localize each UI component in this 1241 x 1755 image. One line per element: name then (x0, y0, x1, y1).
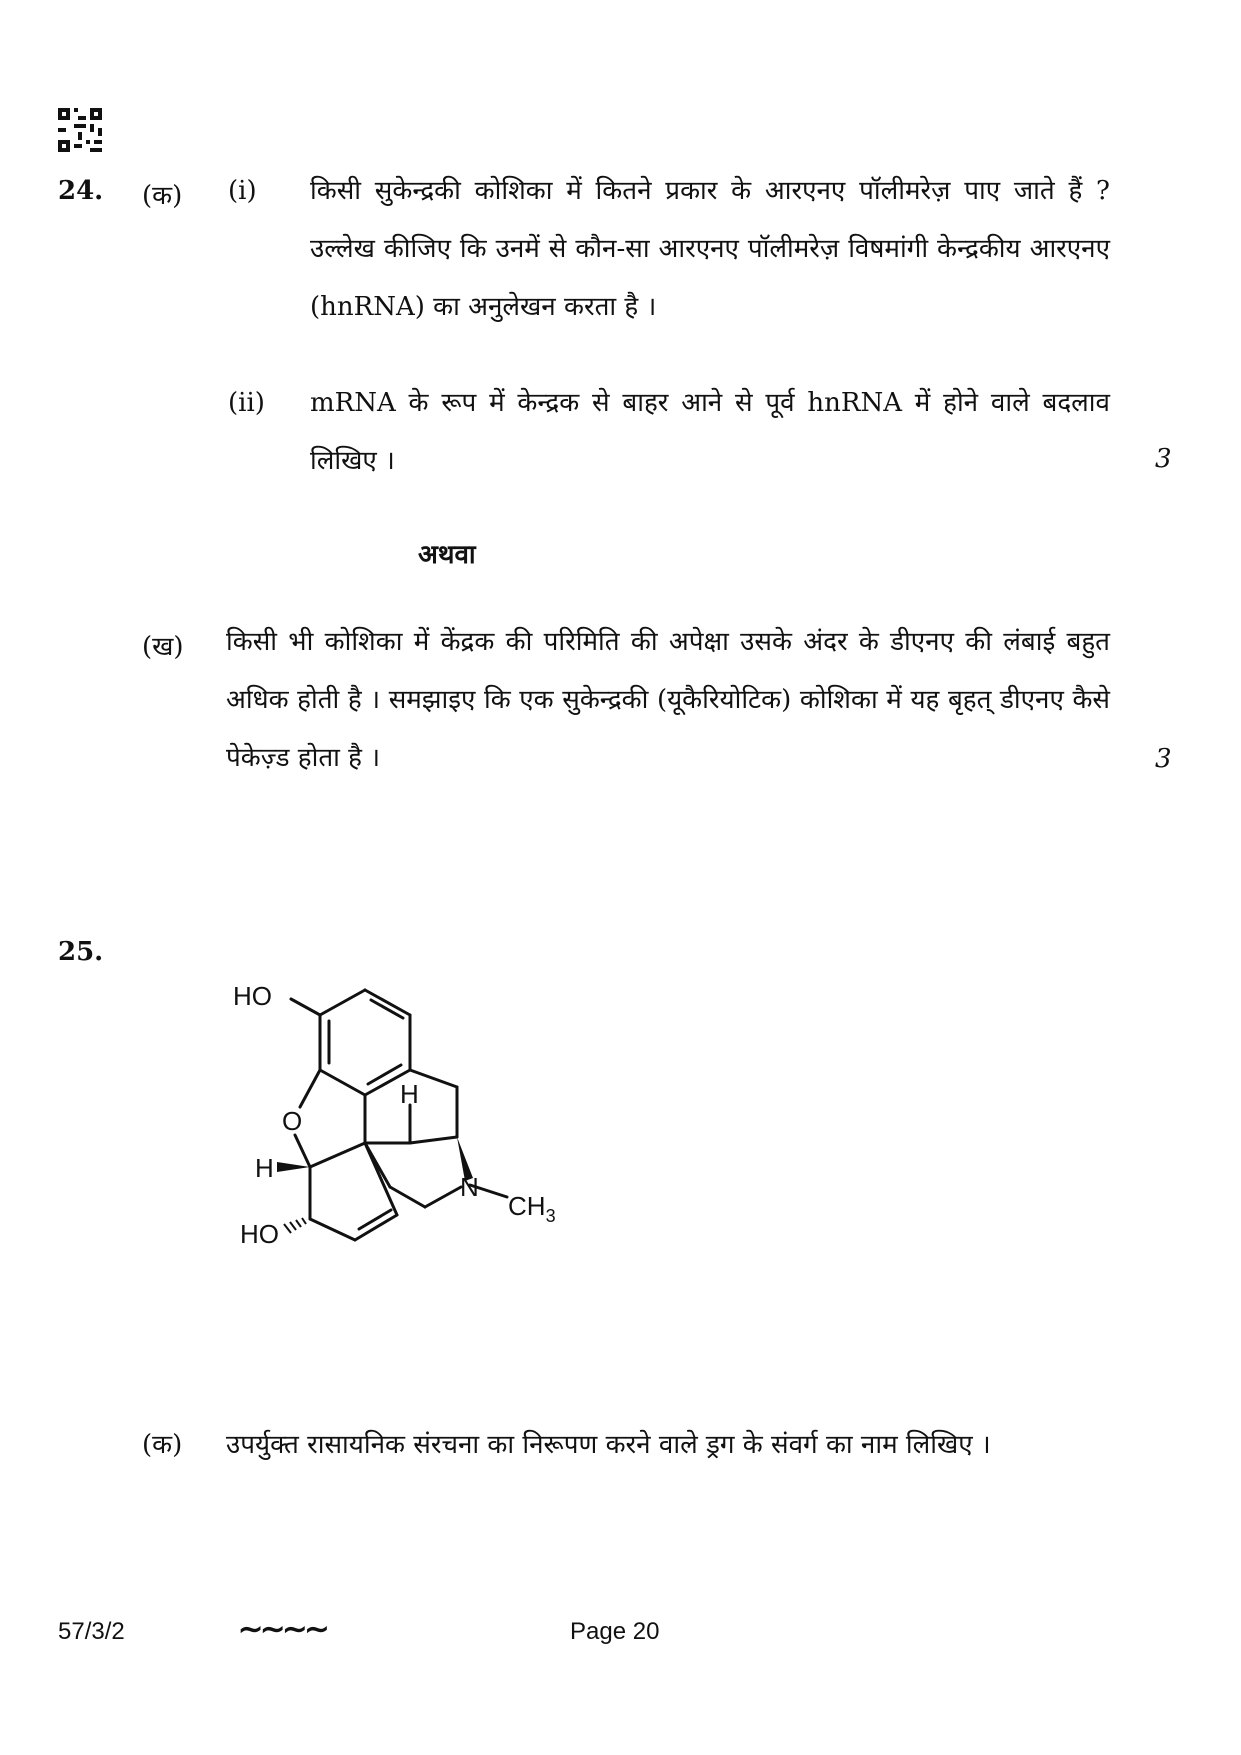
q24-part-a-label: (क) (142, 181, 183, 211)
morphine-structure-diagram (225, 975, 605, 1305)
o-ring-label: O (282, 1106, 303, 1136)
ho-top-label: HO (233, 981, 272, 1011)
q24-part-a-marks: 3 (1155, 444, 1172, 474)
h-bridge-label: H (400, 1079, 419, 1109)
ho-bottom-label: HO (240, 1219, 279, 1249)
ch3-subscript: 3 (545, 1206, 556, 1226)
q24-sub-i-label: (i) (228, 176, 257, 206)
qr-code-icon (58, 108, 102, 152)
q24-sub-ii-text: mRNA के रूप में केन्द्रक से बाहर आने से पूर्व hnRNA में होने वाले बदलाव लिखिए । (310, 388, 1110, 476)
n-atom-label: N (460, 1172, 479, 1202)
footer-ornament: ∼∼∼∼ (238, 1613, 327, 1646)
q25-part-a-label: (क) (142, 1430, 183, 1460)
question-number-24: 24. (58, 176, 104, 206)
ch3-label (508, 1191, 556, 1226)
q24-sub-ii-label: (ii) (228, 388, 265, 418)
q24-part-b-marks: 3 (1155, 744, 1172, 774)
or-separator: अथवा (418, 540, 476, 570)
page-number: Page 20 (570, 1618, 660, 1645)
q24-part-b-text: किसी भी कोशिका में केंद्रक की परिमिति की अपेक्षा उसके अंदर के डीएनए की लंबाई बहुत अधिक होती है । समझाइए कि एक सुकेन्द्रकी (यूकैरियोटिक) कोशिका में यह बृहत् डीएनए कैसे पेकेज़्ड होता है । (226, 627, 1110, 773)
paper-code: 57/3/2 (58, 1618, 125, 1645)
q25-part-a-text: उपर्युक्त रासायनिक संरचना का निरूपण करने वाले ड्रग के संवर्ग का नाम लिखिए । (226, 1430, 991, 1460)
question-number-25: 25. (58, 937, 104, 967)
q24-part-b-label: (ख) (142, 632, 184, 662)
ch3-text: CH (508, 1191, 546, 1221)
h-left-label: H (255, 1153, 274, 1183)
q24-sub-i-text: किसी सुकेन्द्रकी कोशिका में कितने प्रकार के आरएनए पॉलीमरेज़ पाए जाते हैं ? उल्लेख कीजिए कि उनमें से कौन-सा आरएनए पॉलीमरेज़ विषमांगी केन्द्रकीय आरएनए (hnRNA) का अनुलेखन करता है । (310, 176, 1110, 322)
